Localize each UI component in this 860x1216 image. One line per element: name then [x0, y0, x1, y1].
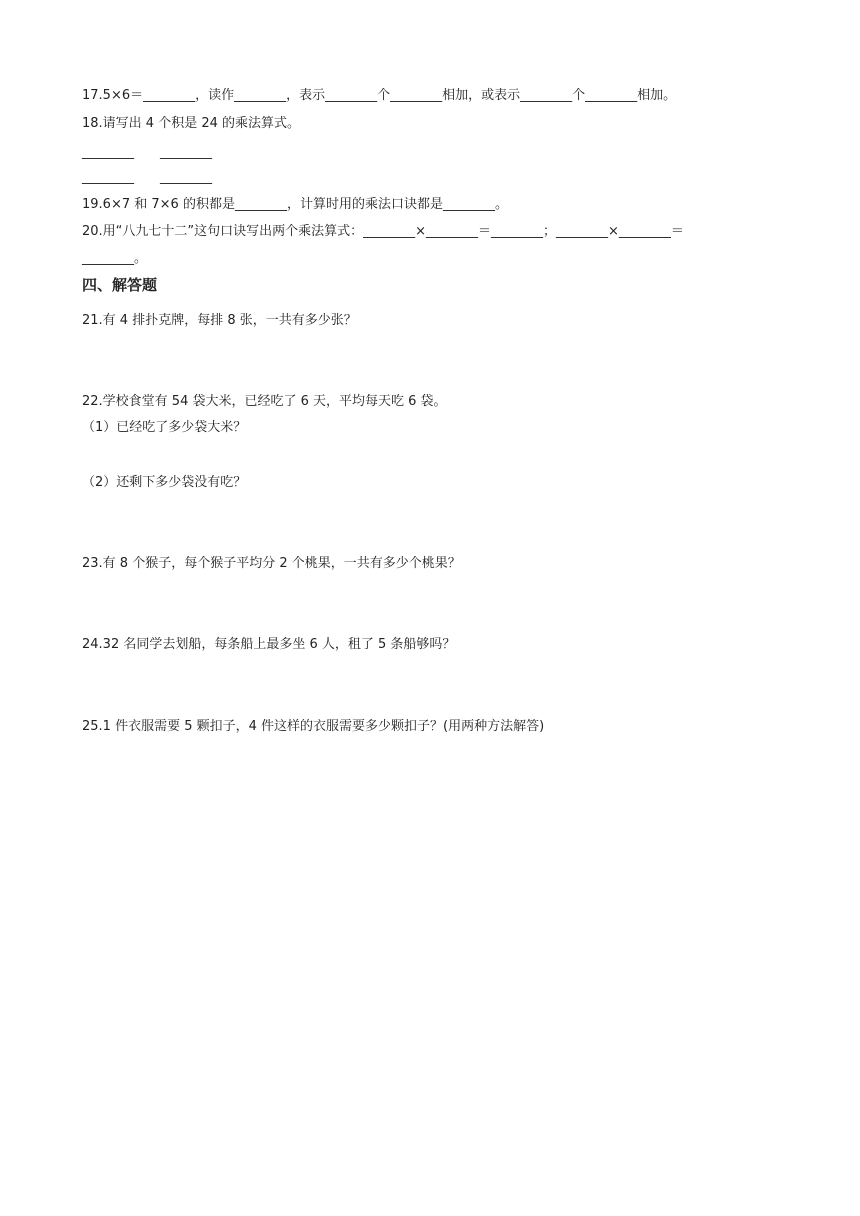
question-17: 17.5×6＝________，读作________，表示________个________相加，或表示________个________相加。: [82, 88, 677, 103]
question-18: 18.请写出 4 个积是 24 的乘法算式。: [82, 116, 301, 131]
question-24: 24.32 名同学去划船，每条船上最多坐 6 人，租了 5 条船够吗？: [82, 637, 456, 652]
question-22-part-1: （1）已经吃了多少袋大米？: [82, 420, 247, 435]
question-20-continuation: ________。: [82, 251, 148, 266]
question-22-part-2: （2）还剩下多少袋没有吃？: [82, 475, 247, 490]
section-heading: 四、解答题: [82, 276, 158, 294]
question-21: 21.有 4 排扑克牌，每排 8 张，一共有多少张？: [82, 313, 357, 328]
question-22: 22.学校食堂有 54 袋大米，已经吃了 6 天，平均每天吃 6 袋。: [82, 394, 447, 409]
question-23: 23.有 8 个猴子，每个猴子平均分 2 个桃果，一共有多少个桃果？: [82, 556, 461, 571]
question-18-blanks-row-2: ________ ________: [82, 170, 213, 185]
question-25: 25.1 件衣服需要 5 颗扣子，4 件这样的衣服需要多少颗扣子？(用两种方法解答): [82, 719, 545, 734]
question-18-blanks-row-1: ________ ________: [82, 145, 213, 160]
question-20: 20.用“八九七十二”这句口诀写出两个乘法算式：________×________＝________；________×________＝: [82, 224, 684, 239]
question-19: 19.6×7 和 7×6 的积都是________，计算时用的乘法口诀都是________。: [82, 197, 508, 212]
